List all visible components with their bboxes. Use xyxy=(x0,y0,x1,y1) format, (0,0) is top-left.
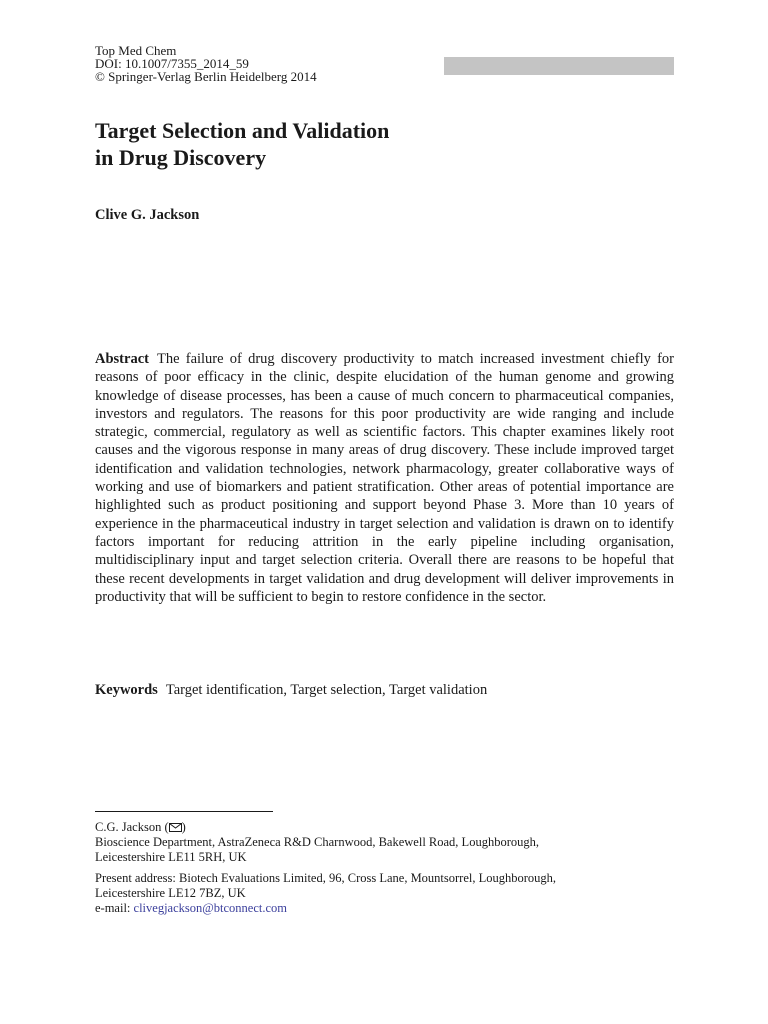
keywords-label: Keywords xyxy=(95,682,158,698)
page-title xyxy=(95,117,675,171)
footnote xyxy=(95,820,674,916)
affiliation-line-2: Leicestershire LE11 5RH, UK xyxy=(95,850,247,864)
footnote-author-prefix: C.G. Jackson ( xyxy=(95,820,169,834)
title-line-2: in Drug Discovery xyxy=(95,145,267,170)
footnote-divider xyxy=(95,811,273,812)
keywords xyxy=(95,681,674,699)
email-label: e-mail: xyxy=(95,901,134,915)
present-address-line-1: Present address: Biotech Evaluations Limited, 96, Cross Lane, Mountsorrel, Loughborough, xyxy=(95,871,557,885)
journal-name: Top Med Chem xyxy=(95,43,177,58)
copyright: © Springer-Verlag Berlin Heidelberg 2014 xyxy=(95,69,317,84)
envelope-icon xyxy=(169,821,182,830)
doi: DOI: 10.1007/7355_2014_59 xyxy=(95,56,249,71)
affiliation-line-1: Bioscience Department, AstraZeneca R&D Charnwood, Bakewell Road, Loughborough, xyxy=(95,835,539,849)
email-line xyxy=(95,901,674,916)
footnote-author-suffix: ) xyxy=(181,820,186,834)
title-line-1: Target Selection and Validation xyxy=(95,118,390,143)
keywords-text: Target identification, Target selection, Target validation xyxy=(165,682,488,698)
abstract-text: The failure of drug discovery productivity to match increased investment chiefly for reasons of poor efficacy in the clinic, despite elucidation of the human genome and growing knowledge of disease processes, has been a cause of much concern to pharmaceutical companies, investors and regulators. The reasons for this poor productivity are wide ranging and include strategic, commercial, regulatory as well as scientific factors. This chapter examines likely root causes and the vigorous response in many areas of drug discovery. These include improved target identification and validation technologies, network pharmacology, greater collaborative ways of working and use of biomarkers and patient stratification. Other areas of potential importance are highlighted such as product positioning and support beyond Phase 3. More than 10 years of experience in the pharmaceutical industry in target selection and validation is drawn on to identify factors important for reducing attrition in the early pipeline including organisation, multidisciplinary input and target selection criteria. Overall there are reasons to be hopeful that these recent developments in target validation and drug development will deliver improvements in productivity that will be sufficient to begin to restore confidence in the sector. xyxy=(95,351,674,605)
abstract-label: Abstract xyxy=(95,351,149,367)
footnote-author-line xyxy=(95,820,674,835)
abstract xyxy=(95,350,674,606)
header-gray-bar xyxy=(444,57,674,75)
present-address-line-2: Leicestershire LE12 7BZ, UK xyxy=(95,886,246,900)
email-link[interactable]: clivegjackson@btconnect.com xyxy=(133,901,288,915)
author-name: Clive G. Jackson xyxy=(95,207,200,223)
